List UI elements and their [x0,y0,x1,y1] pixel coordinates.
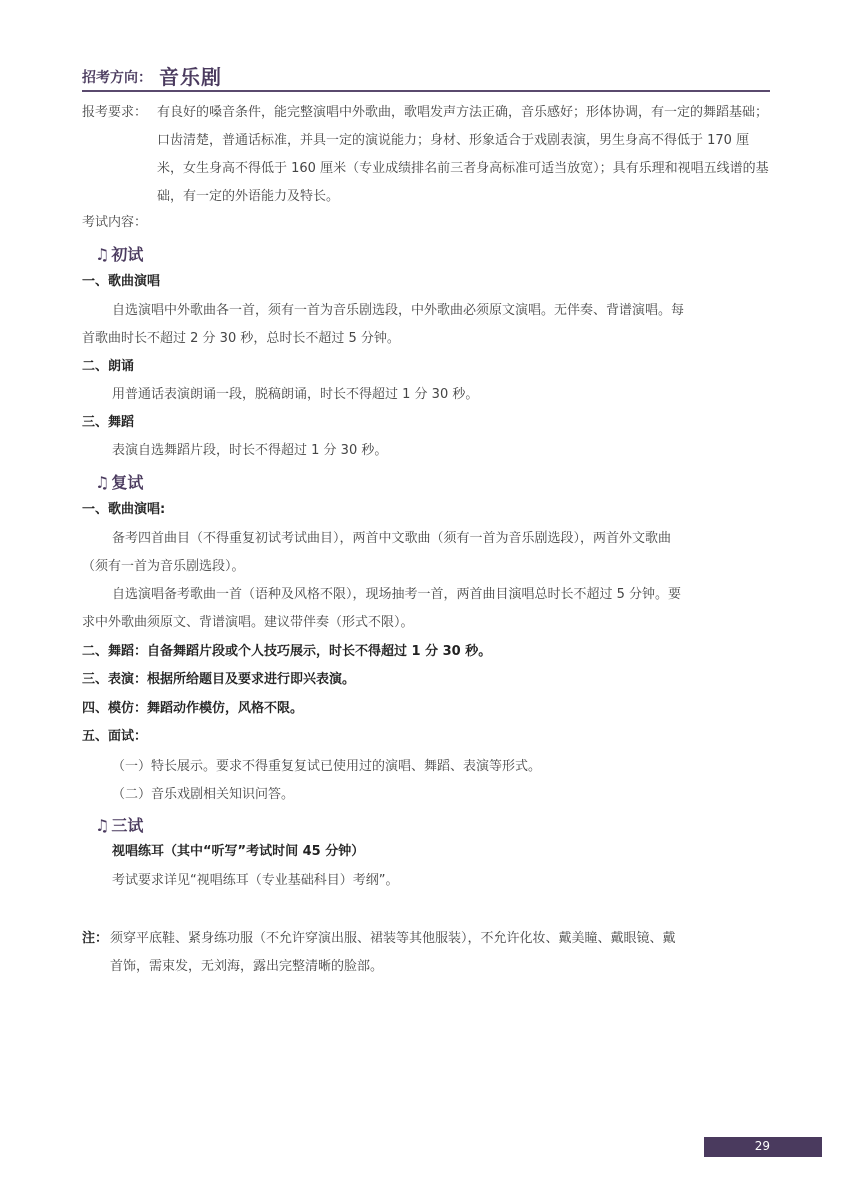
requirements-text: 有良好的嗓音条件，能完整演唱中外歌曲，歌唱发声方法正确，音乐感好；形体协调，有一定的舞蹈基础；口齿清楚，普通话标准，并具一定的演说能力；身材、形象适合于戏剧表演，男生身高不得低于 170 厘米，女生身高不得低于 160 厘米（专业成绩排名前三者身高标准可适当放宽）；具有乐理和视唱五线谱的基础，有一定的外语能力及特长。 [157,105,769,204]
note-line2: 首饰，需束发，无刘海，露出完整清晰的脸部。 [110,959,384,974]
page-number: 29 [754,1139,770,1153]
round2-title: 复试 [111,473,144,492]
requirements-label: 报考要求： [82,105,148,120]
round1-section3-heading: 三、舞蹈 [82,415,135,430]
round2-section2: 二、舞蹈：自备舞蹈片段或个人技巧展示，时长不得超过 1 分 30 秒。 [82,644,492,659]
header-label: 招考方向： [82,70,152,86]
round1-heading [95,242,143,265]
round1-section1-line2: 首歌曲时长不超过 2 分 30 秒，总时长不超过 5 分钟。 [82,331,400,346]
note-label: 注： [82,931,109,946]
round2-section5-item2: （二）音乐戏剧相关知识问答。 [112,787,295,802]
round2-heading [95,470,143,493]
music-note-icon: ♫ [95,816,110,835]
page-number-bar [704,1137,822,1157]
round2-section4: 四、模仿：舞蹈动作模仿，风格不限。 [82,701,304,716]
round3-text: 考试要求详见“视唱练耳（专业基础科目）考纲”。 [112,873,399,888]
exam-content-label: 考试内容： [82,215,148,230]
round1-section2-heading: 二、朗诵 [82,359,135,374]
note-line1: 须穿平底鞋、紧身练功服（不允许穿演出服、裙装等其他服装），不允许化妆、戴美瞳、戴眼镜、戴 [110,931,676,946]
round2-section5-heading: 五、面试： [82,729,148,744]
section-header [82,62,770,92]
round2-section1-p2-line1: 自选演唱备考歌曲一首（语种及风格不限），现场抽考一首，两首曲目演唱总时长不超过 5 分钟。要 [112,587,682,602]
header-rule [82,90,770,92]
round3-heading [95,813,143,836]
round3-subheading: 视唱练耳（其中“听写”考试时间 45 分钟） [112,844,365,859]
round2-section1-p1-line2: （须有一首为音乐剧选段）。 [82,559,245,574]
page-title: 音乐剧 [159,65,222,89]
round2-section1-p2-line2: 求中外歌曲须原文、背谱演唱。建议带伴奏（形式不限）。 [82,615,414,630]
round1-section3-text: 表演自选舞蹈片段，时长不得超过 1 分 30 秒。 [112,443,388,458]
round2-section1-p1-line1: 备考四首曲目（不得重复初试考试曲目），两首中文歌曲（须有一首为音乐剧选段），两首外文歌曲 [112,531,672,546]
round1-section1-heading: 一、歌曲演唱 [82,274,161,289]
round1-section2-text: 用普通话表演朗诵一段，脱稿朗诵，时长不得超过 1 分 30 秒。 [112,387,479,402]
round2-section3: 三、表演：根据所给题目及要求进行即兴表演。 [82,672,356,687]
music-note-icon: ♫ [95,245,110,264]
round2-section1-heading: 一、歌曲演唱: [82,502,166,517]
round2-section5-item1: （一）特长展示。要求不得重复复试已使用过的演唱、舞蹈、表演等形式。 [112,759,542,774]
music-note-icon: ♫ [95,473,110,492]
round1-section1-line1: 自选演唱中外歌曲各一首，须有一首为音乐剧选段，中外歌曲必须原文演唱。无伴奏、背谱演唱。每 [112,303,685,318]
round1-title: 初试 [111,245,144,264]
round3-title: 三试 [111,816,144,835]
